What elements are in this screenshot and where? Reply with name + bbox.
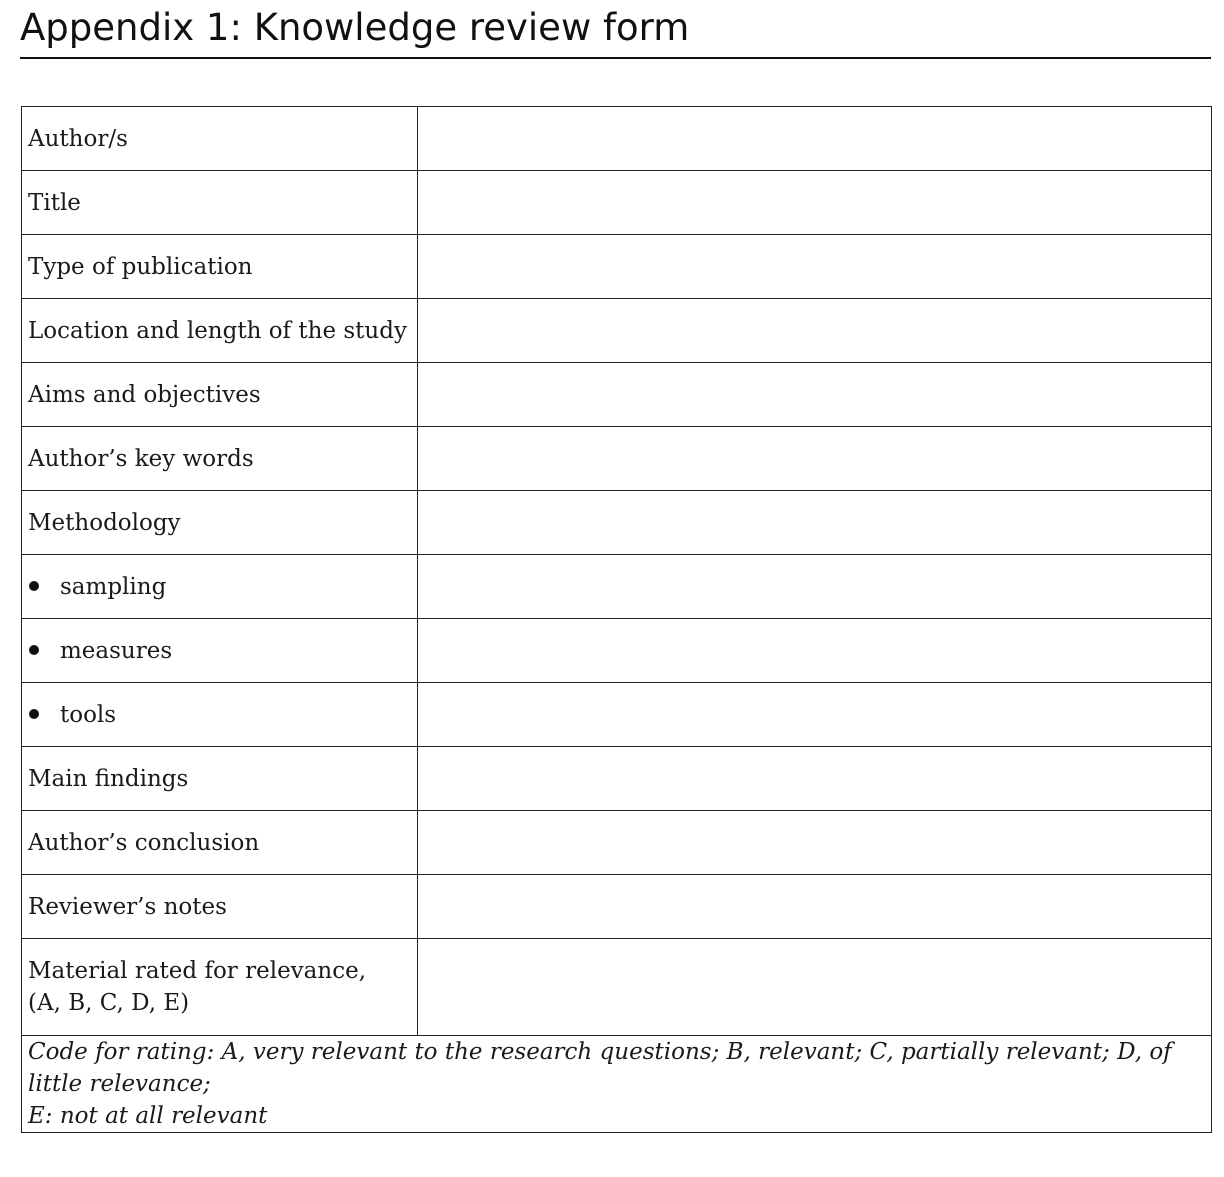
row-label: Author’s key words xyxy=(22,427,418,491)
row-label: Location and length of the study xyxy=(22,299,418,363)
row-label: Author’s conclusion xyxy=(22,811,418,875)
row-value-field[interactable] xyxy=(418,875,1212,939)
row-value-field[interactable] xyxy=(418,299,1212,363)
row-label-line: Material rated for relevance, xyxy=(28,958,367,984)
bullet-icon xyxy=(29,581,39,591)
row-label: Aims and objectives xyxy=(22,363,418,427)
row-value-field[interactable] xyxy=(418,491,1212,555)
row-label-bulleted xyxy=(22,683,418,747)
row-label: Main findings xyxy=(22,747,418,811)
row-value-field[interactable] xyxy=(418,107,1212,171)
table-row xyxy=(22,811,1212,875)
row-value-field[interactable] xyxy=(418,363,1212,427)
row-value-field[interactable] xyxy=(418,235,1212,299)
knowledge-review-table xyxy=(21,106,1212,1133)
table-row xyxy=(22,427,1212,491)
row-value-field[interactable] xyxy=(418,747,1212,811)
row-value-field[interactable] xyxy=(418,171,1212,235)
row-label-line: (A, B, C, D, E) xyxy=(28,990,190,1016)
row-label-bulleted xyxy=(22,619,418,683)
row-label: Title xyxy=(22,171,418,235)
row-label: Reviewer’s notes xyxy=(22,875,418,939)
table-row xyxy=(22,491,1212,555)
row-label-text: measures xyxy=(60,637,173,664)
row-label: Methodology xyxy=(22,491,418,555)
row-value-field[interactable] xyxy=(418,555,1212,619)
row-value-field[interactable] xyxy=(418,683,1212,747)
row-label-bulleted xyxy=(22,555,418,619)
table-row xyxy=(22,171,1212,235)
row-value-field[interactable] xyxy=(418,811,1212,875)
relevance-rating-field[interactable] xyxy=(418,939,1212,1036)
bullet-icon xyxy=(29,645,39,655)
row-label-text: tools xyxy=(60,701,117,728)
row-label: Type of publication xyxy=(22,235,418,299)
table-row xyxy=(22,363,1212,427)
table-row xyxy=(22,555,1212,619)
row-value-field[interactable] xyxy=(418,427,1212,491)
rating-code-footnote-row xyxy=(22,1036,1212,1133)
rating-code-footnote xyxy=(22,1036,1212,1133)
row-label-text: sampling xyxy=(60,573,167,600)
table-row xyxy=(22,235,1212,299)
table-row xyxy=(22,619,1212,683)
bullet-icon xyxy=(29,709,39,719)
table-row xyxy=(22,747,1212,811)
row-label: Author/s xyxy=(22,107,418,171)
row-value-field[interactable] xyxy=(418,619,1212,683)
table-row xyxy=(22,939,1212,1036)
page-title: Appendix 1: Knowledge review form xyxy=(20,6,690,49)
table-row xyxy=(22,107,1212,171)
title-divider xyxy=(20,57,1211,59)
footnote-line: Code for rating: A, very relevant to the research questions; B, relevant; C, partially relevant; D, of little relevance; xyxy=(28,1039,1172,1097)
table-row xyxy=(22,875,1212,939)
footnote-line: E: not at all relevant xyxy=(28,1103,268,1129)
table-row xyxy=(22,299,1212,363)
table-row xyxy=(22,683,1212,747)
row-label-relevance xyxy=(22,939,418,1036)
